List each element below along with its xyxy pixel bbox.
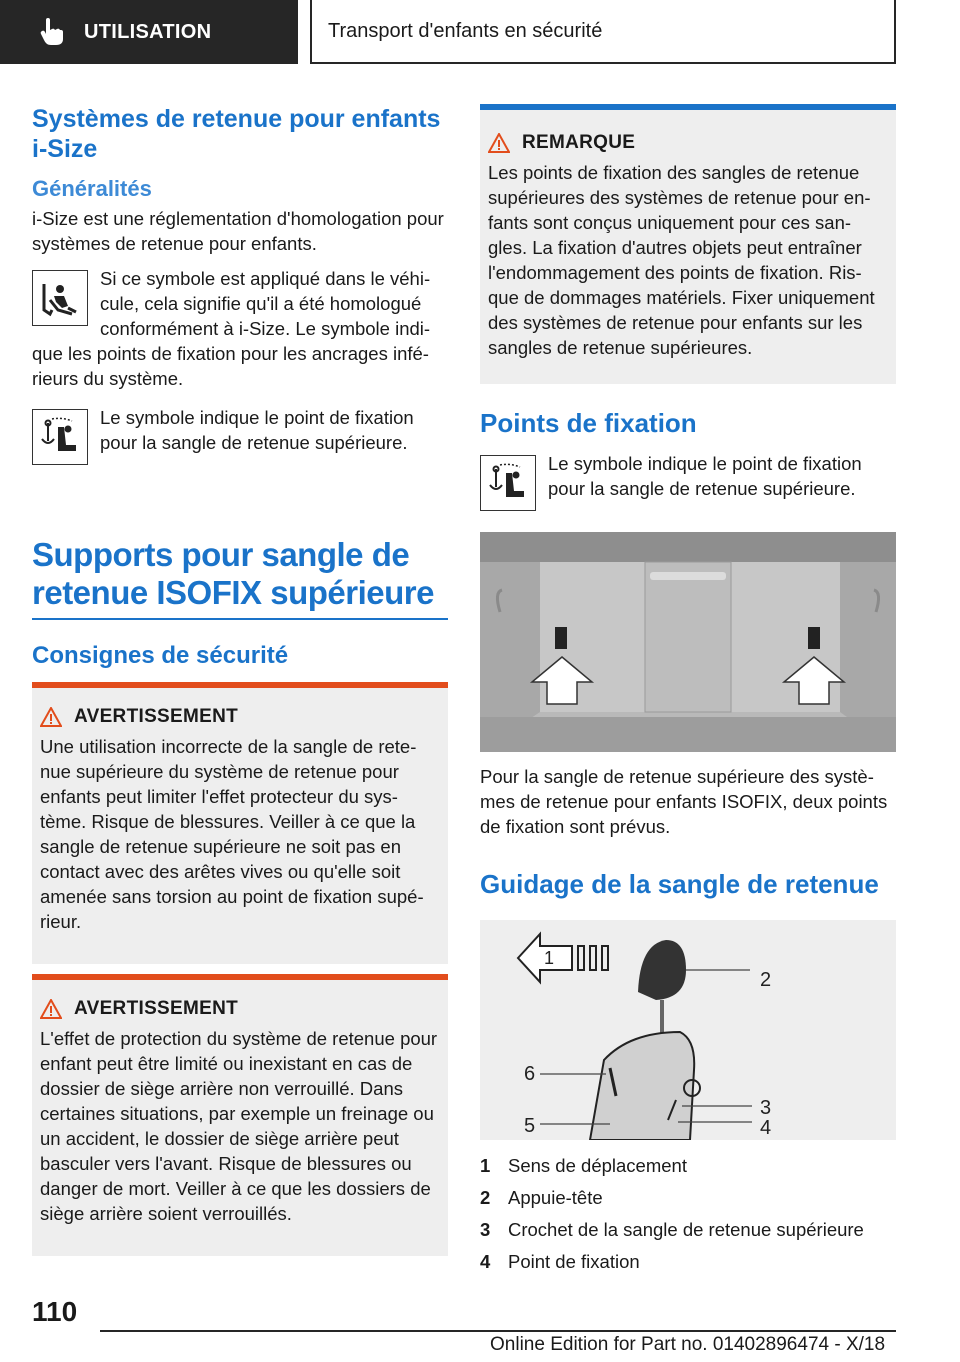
supports-heading-block — [32, 536, 448, 670]
warning-triangle-icon — [40, 707, 62, 727]
warning-text: L'effet de protection du système de retenue pour enfant peut être limité ou inexistant en cas de dossier de siège arrière non verrouillé. Dans certaines situations, par exemple un freinage ou un accident, le dossier de siège arrière peut basculer vers l'avant. Risque de blessures ou danger de mort. Veiller à ce que les dossiers de siège arrière soient verrouillés. — [40, 1028, 438, 1224]
heading-isize: Systèmes de retenue pour enfants i-Size — [32, 105, 441, 163]
heading-guide: Guidage de la sangle de retenue — [480, 869, 879, 899]
legend-num: 2 — [480, 1187, 491, 1208]
page-number: 110 — [32, 1296, 78, 1327]
legend-text: Crochet de la sangle de retenue supérieure — [508, 1219, 864, 1240]
heading-rule — [32, 618, 448, 620]
legend-item — [480, 1150, 896, 1182]
general-text: i-Size est une réglementation d'homologation pour systèmes de retenue pour enfants. — [32, 208, 444, 254]
header-section-tab — [0, 0, 298, 64]
points-symbol-text: Le symbole indique le point de fixation pour la sangle de retenue supérieure. — [548, 453, 862, 499]
anchor-symbol-text: Le symbole indique le point de fixation pour la sangle de retenue supérieure. — [100, 407, 414, 453]
warning-box-1 — [32, 682, 448, 964]
tether-routing-diagram — [480, 920, 896, 1140]
note-text: Les points de fixation des sangles de retenue supérieures des systèmes de retenue pour en-fants sont conçus uniquement pour ces san-gles. La fixation d'autres objets peut entraîner l'endommagement des points de fixation. Ris-que de dommages matériels. Fixer uniquement des systèmes de retenue pour enfants sur les sangles de retenue supérieures. — [488, 162, 875, 358]
top-tether-anchor-icon — [480, 455, 536, 511]
label-2: 2 — [760, 969, 772, 991]
note-title-row — [488, 132, 896, 154]
points-text: Pour la sangle de retenue supérieure des systè-mes de retenue pour enfants ISOFIX, deux points de fixation sont prévus. — [480, 766, 888, 837]
warning-box-2 — [32, 974, 448, 1256]
warning-bar — [32, 974, 448, 980]
label-6: 6 — [524, 1063, 536, 1085]
trunk-anchor-photo — [480, 532, 896, 752]
left-column — [32, 104, 448, 469]
heading-supports: Supports pour sangle de retenue ISOFIX supérieure — [32, 536, 434, 611]
heading-safety: Consignes de sécurité — [32, 642, 289, 669]
note-bar — [480, 104, 896, 110]
label-1: 1 — [544, 948, 555, 968]
top-tether-anchor-icon — [32, 409, 88, 465]
footer-rule — [100, 1330, 896, 1332]
heading-general: Généralités — [32, 176, 152, 201]
warning-title: AVERTISSEMENT — [74, 998, 239, 1019]
label-5: 5 — [524, 1115, 536, 1137]
header-chapter-label: Transport d'enfants en sécurité — [328, 19, 603, 42]
header-chapter-box — [310, 0, 896, 64]
heading-points: Points de fixation — [480, 408, 697, 438]
warning-title-row — [40, 998, 448, 1020]
note-triangle-icon — [488, 133, 510, 153]
points-symbol-block — [480, 451, 896, 515]
legend-text: Point de fixation — [508, 1251, 640, 1272]
warning-title: AVERTISSEMENT — [74, 706, 239, 727]
legend-num: 4 — [480, 1251, 491, 1272]
anchor-symbol-block — [32, 405, 448, 469]
isize-symbol-text: Si ce symbole est appliqué dans le véhi-cule, cela signifie qu'il a été homologué conformément à i-Size. Le symbole indi-que les points de fixation pour les ancrages infé-rieurs du système. — [32, 268, 431, 389]
legend-num: 3 — [480, 1219, 491, 1240]
legend-num: 1 — [480, 1155, 491, 1176]
points-block — [480, 408, 896, 515]
warning-triangle-icon — [40, 999, 62, 1019]
legend-item — [480, 1214, 896, 1246]
legend-text: Appuie-tête — [508, 1187, 603, 1208]
points-text-block — [480, 764, 896, 900]
legend-item — [480, 1182, 896, 1214]
footer-edition: Online Edition for Part no. 01402896474 - X/18 — [490, 1334, 886, 1355]
pointing-hand-icon — [32, 12, 72, 52]
isize-symbol-block — [32, 266, 448, 391]
warning-title-row — [40, 706, 448, 728]
warning-text: Une utilisation incorrecte de la sangle de rete-nue supérieure du système de retenue pour enfants peut limiter l'effet protecteur du sys-tème. Risque de blessures. Veiller à ce que la sangle de retenue supérieure ne soit pas en contact avec des arêtes vives ou qu'elle soit amenée sans torsion au point de fixation supé-rieur. — [40, 736, 424, 932]
warning-bar — [32, 682, 448, 688]
legend-text: Sens de déplacement — [508, 1155, 687, 1176]
note-title: REMARQUE — [522, 132, 636, 153]
header-section-label: UTILISATION — [84, 20, 212, 43]
isize-child-seat-icon — [32, 270, 88, 326]
label-4: 4 — [760, 1117, 772, 1139]
legend-item — [480, 1246, 896, 1278]
diagram-legend — [480, 1150, 896, 1278]
note-box — [480, 104, 896, 384]
label-3: 3 — [760, 1097, 772, 1119]
